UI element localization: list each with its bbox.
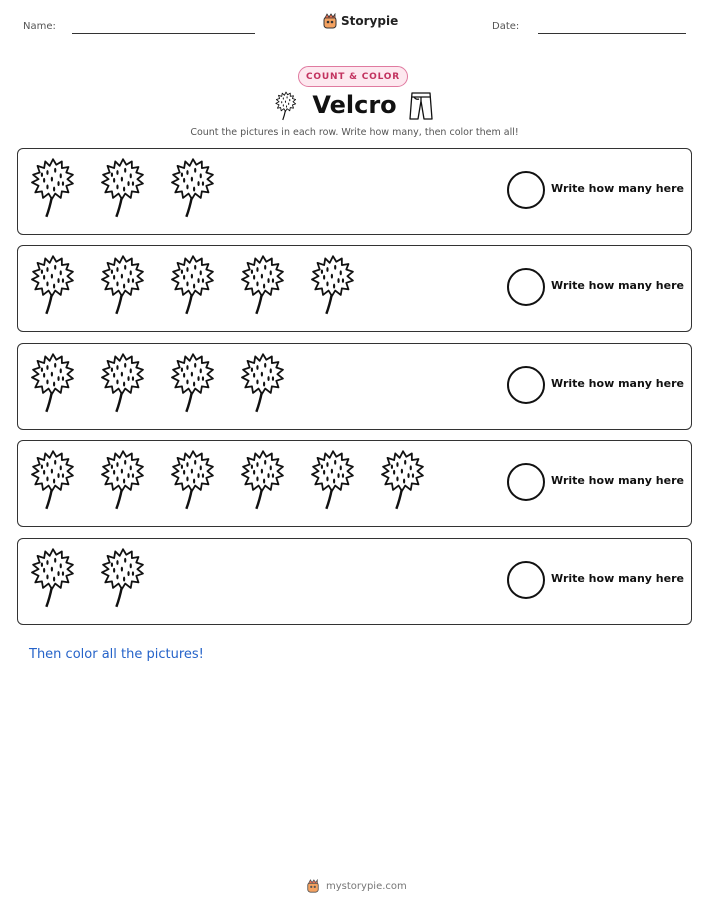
velcro-burr-icon [308,449,358,511]
answer-circle[interactable] [507,366,545,404]
storypie-logo-icon [306,879,320,893]
name-label: Name: [23,21,56,32]
worksheet-title: Velcro [312,91,397,119]
row-pictures [28,157,218,219]
answer-circle[interactable] [507,463,545,501]
name-line[interactable] [72,33,255,34]
velcro-burr-icon [28,157,78,219]
velcro-burr-icon [238,449,288,511]
answer-prompt: Write how many here [551,474,684,487]
velcro-burr-icon [98,157,148,219]
velcro-burr-icon [168,157,218,219]
velcro-burr-icon [238,352,288,414]
velcro-burr-icon [28,547,78,609]
answer-circle[interactable] [507,171,545,209]
velcro-burr-icon [378,449,428,511]
footer [306,879,407,893]
velcro-burr-icon [98,547,148,609]
answer-prompt: Write how many here [551,377,684,390]
instructions: Count the pictures in each row. Write how many, then color them all! [190,127,519,138]
row-pictures [28,254,358,316]
answer-prompt: Write how many here [551,279,684,292]
row-pictures [28,352,288,414]
velcro-burr-icon [28,254,78,316]
brand-name: Storypie [341,14,399,28]
velcro-burr-icon [238,254,288,316]
answer-prompt: Write how many here [551,182,684,195]
pants-icon [408,91,434,121]
answer-circle[interactable] [507,561,545,599]
date-label: Date: [492,21,520,32]
velcro-burr-icon [308,254,358,316]
count-row-3 [17,343,692,430]
brand [322,13,398,29]
count-row-5 [17,538,692,625]
row-pictures [28,449,428,511]
velcro-burr-icon [28,449,78,511]
footer-site: mystorypie.com [326,880,407,892]
count-row-4 [17,440,692,527]
storypie-logo-icon [322,13,338,29]
count-row-1 [17,148,692,235]
date-line[interactable] [538,33,686,34]
answer-circle[interactable] [507,268,545,306]
answer-prompt: Write how many here [551,572,684,585]
row-pictures [28,547,148,609]
count-color-badge: COUNT & COLOR [298,66,408,87]
count-row-2 [17,245,692,332]
velcro-burr-icon [28,352,78,414]
velcro-burr-icon [168,352,218,414]
velcro-burr-icon [98,352,148,414]
outro-text: Then color all the pictures! [29,647,204,662]
velcro-burr-icon [98,449,148,511]
velcro-burr-icon [168,449,218,511]
velcro-burr-icon [98,254,148,316]
velcro-burr-icon [168,254,218,316]
